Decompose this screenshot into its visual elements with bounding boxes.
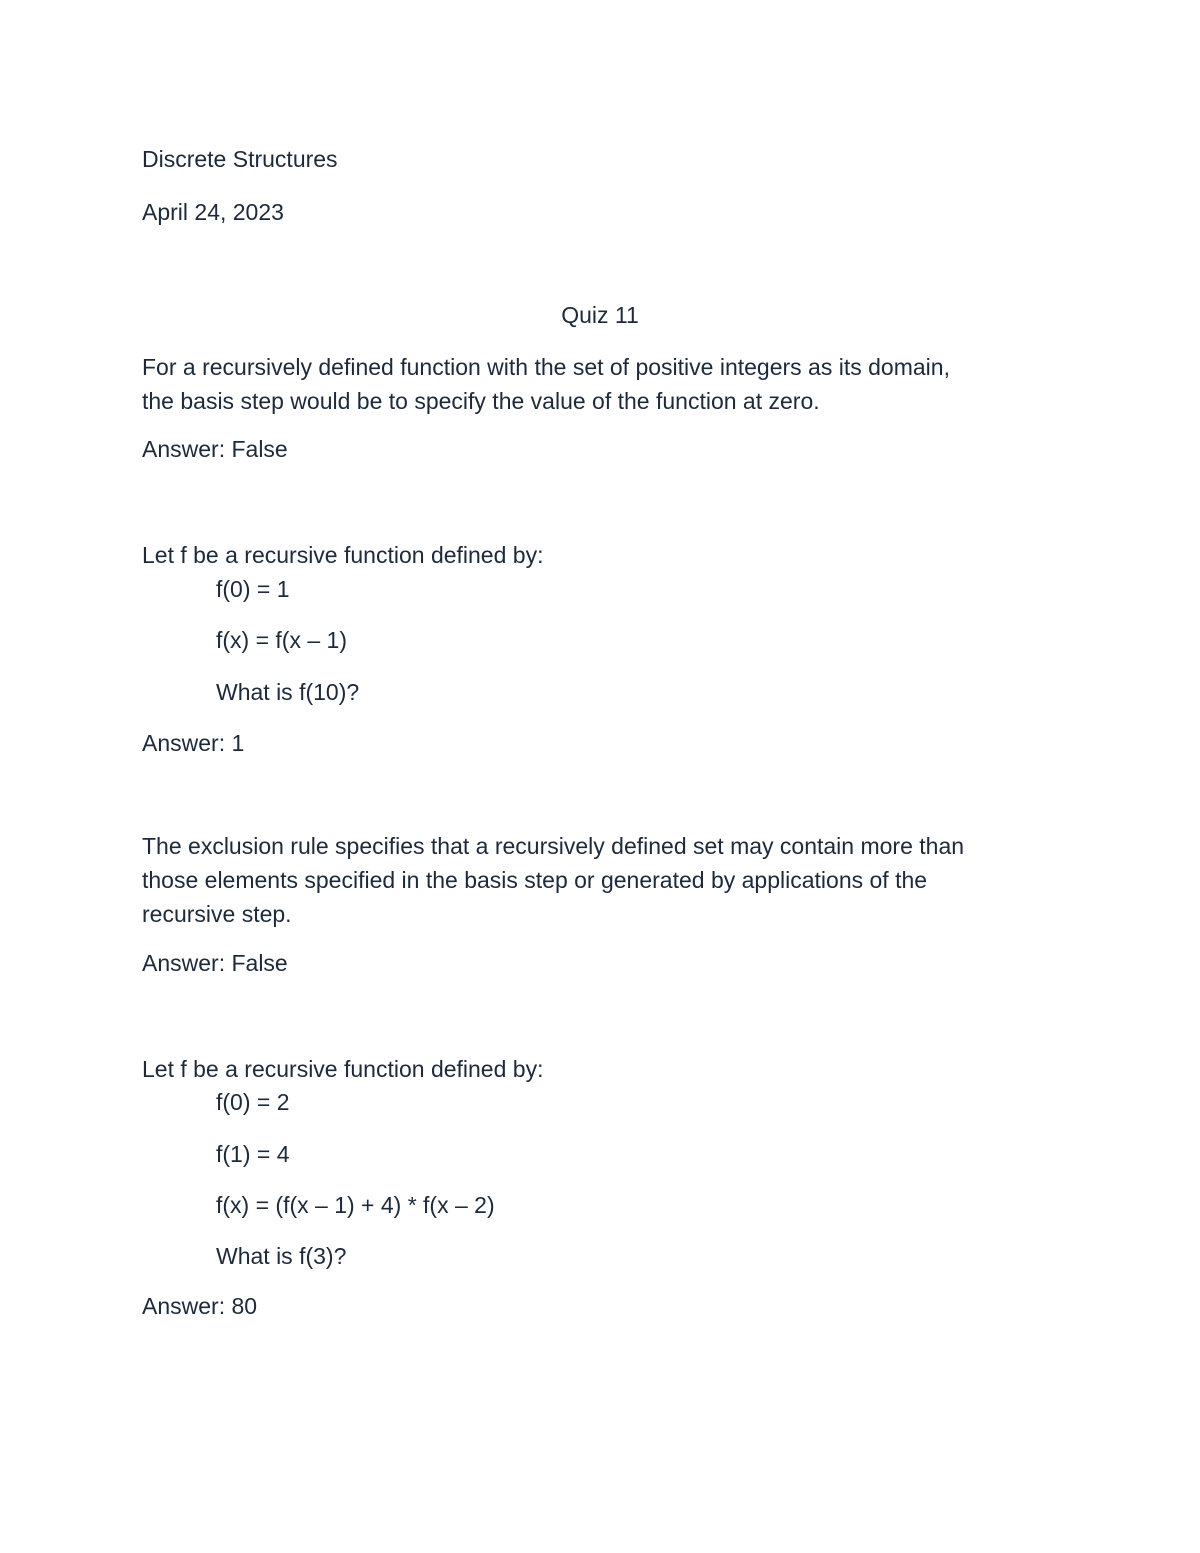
question-3-line-2: those elements specified in the basis step or generated by applications of the <box>142 867 928 893</box>
question-4-formula-3: f(x) = (f(x – 1) + 4) * f(x – 2) <box>216 1192 495 1218</box>
quiz-title: Quiz 11 <box>561 302 639 328</box>
course-name: Discrete Structures <box>142 146 338 172</box>
question-1-line-1: For a recursively defined function with the set of positive integers as its domain, <box>142 354 950 380</box>
question-4-formula-2: f(1) = 4 <box>216 1141 290 1167</box>
question-4-formula-1: f(0) = 2 <box>216 1089 290 1115</box>
question-1-line-2: the basis step would be to specify the value of the function at zero. <box>142 388 820 414</box>
question-4-line-1: Let f be a recursive function defined by: <box>142 1056 544 1082</box>
question-2-formula-1: f(0) = 1 <box>216 576 290 602</box>
question-2-line-1: Let f be a recursive function defined by: <box>142 542 544 568</box>
question-4-ask: What is f(3)? <box>216 1243 347 1269</box>
quiz-date: April 24, 2023 <box>142 199 284 225</box>
question-2-answer: Answer: 1 <box>142 730 245 756</box>
question-1-answer: Answer: False <box>142 436 288 462</box>
question-3-answer: Answer: False <box>142 950 288 976</box>
question-3-line-3: recursive step. <box>142 901 292 927</box>
question-3-line-1: The exclusion rule specifies that a recursively defined set may contain more than <box>142 833 965 859</box>
question-2-ask: What is f(10)? <box>216 679 360 705</box>
question-2-formula-2: f(x) = f(x – 1) <box>216 627 347 653</box>
question-4-answer: Answer: 80 <box>142 1293 258 1319</box>
